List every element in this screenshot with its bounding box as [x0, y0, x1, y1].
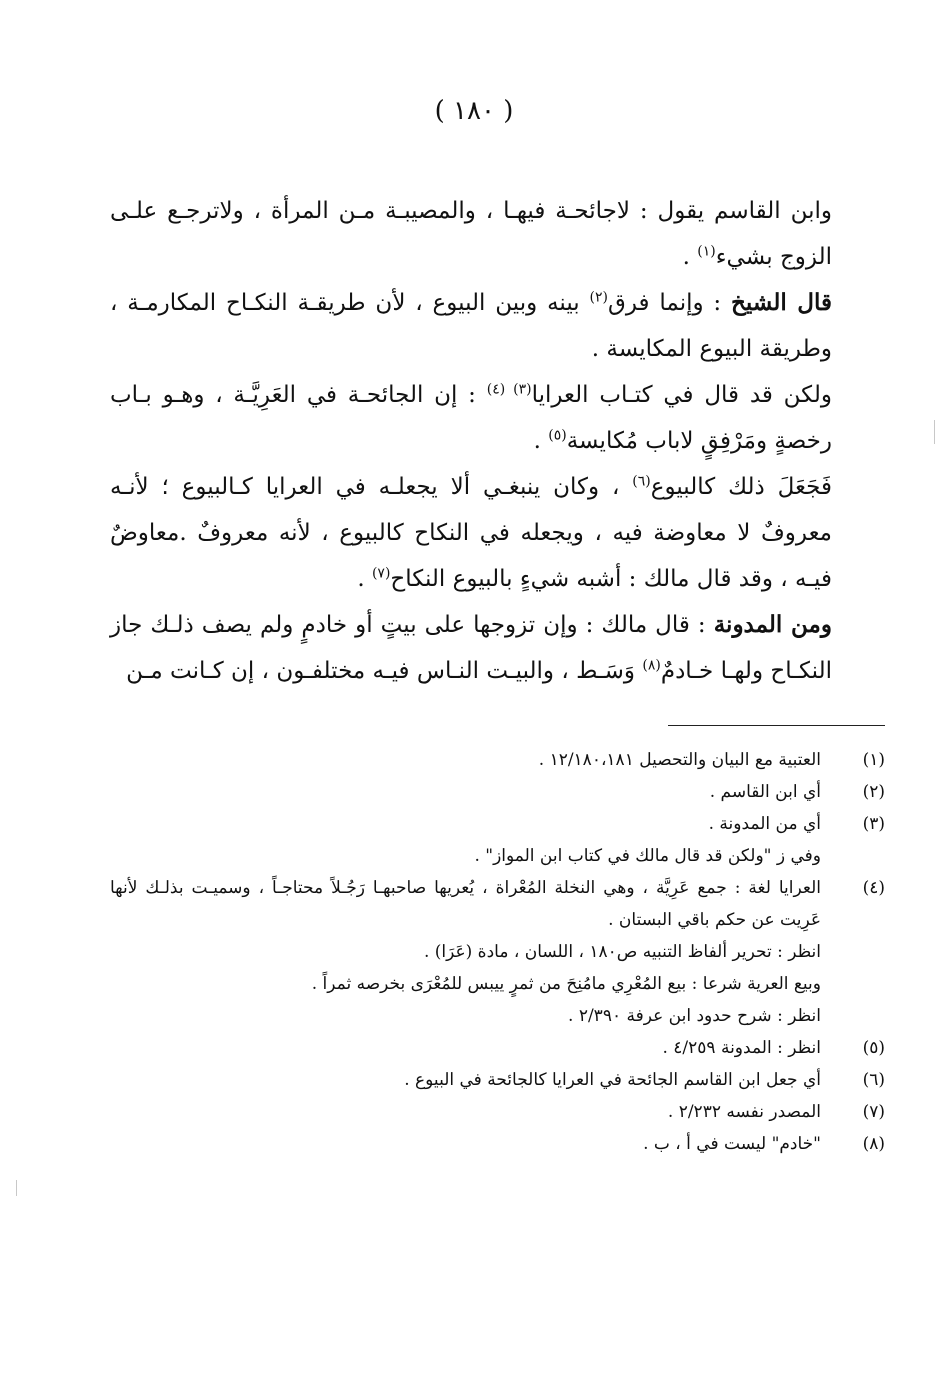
footnote-ref[interactable]: (٥)	[548, 427, 567, 444]
footnote-7	[110, 1096, 885, 1128]
footnote-text: العتبية مع البيان والتحصيل ١٢/١٨٠،١٨١ .	[538, 750, 821, 770]
footnote-ref[interactable]: (٧)	[371, 565, 391, 582]
paragraph-4	[110, 464, 832, 602]
paragraph-text: وَسَـط ، والبيـت النـاس فيـه مختلفـون ، إن كـانت مـن	[126, 658, 643, 684]
footnote-ref[interactable]: (١)	[697, 243, 716, 260]
paragraph-text: ، وكان ينبغـي ألا يجعلـه في العرايا كـالبيوع ؛ لأنـه معروفٌ لا معاوضة فيه ، ويجعله في النكاح كالبيوع ، لأنه معروفٌ .معاوضٌ فيـه ، وقد قال مالك : أشبه شيءٍ بالبيوع النكاح	[110, 474, 832, 592]
footnote-4	[110, 872, 885, 936]
footnote-number: (٢)	[862, 782, 885, 802]
footnote-number: (٥)	[862, 1038, 885, 1058]
footnote-8	[110, 1128, 885, 1160]
footnote-number: (٤)	[862, 878, 885, 898]
scan-artifact	[934, 420, 935, 444]
footnote-5	[110, 1032, 885, 1064]
footnote-number: (٨)	[862, 1134, 885, 1154]
footnotes	[110, 744, 885, 1160]
footnote-number: (٦)	[862, 1070, 885, 1090]
footnote-4-reference	[110, 936, 885, 968]
paragraph-text: .	[682, 244, 698, 270]
footnote-number: (٧)	[862, 1102, 885, 1122]
footnote-number: (١)	[862, 750, 885, 770]
paragraph-1	[110, 188, 832, 280]
paragraph-text: وابن القاسم يقول : لاجائحـة فيهـا ، والمصيبـة مـن المرأة ، ولاترجـع علـى الزوج بشيء	[110, 198, 832, 270]
paragraph-text: : قال مالك : وإن تزوجها على بيتٍ أو خادمٍ ولم يصف ذلـك جاز النكـاح ولهـا خـادمٌ	[110, 612, 832, 684]
paragraph-text: فَجَعَلَ ذلك كالبيوع	[650, 474, 832, 500]
footnote-text: وبيع العرية شرعا : بيع المُعْرِي مامُنِحَ من ثمرٍ ييبس للمُعْرَى بخرصه ثمراً .	[311, 974, 821, 994]
footnote-text: المصدر نفسه ٢/٢٣٢ .	[667, 1102, 821, 1122]
footnote-ref[interactable]: (٦)	[632, 473, 651, 490]
scan-artifact	[16, 1180, 17, 1196]
footnote-number: (٣)	[862, 814, 885, 834]
footnote-text: انظر : المدونة ٤/٢٥٩ .	[662, 1038, 821, 1058]
footnote-text: أي من المدونة .	[708, 814, 821, 834]
footnote-1	[110, 744, 885, 776]
paragraph-text: بينه وبين البيوع ، لأن طريقـة النكـاح المكارمـة ، وطريقة البيوع المكايسة .	[110, 290, 832, 362]
footnote-ref[interactable]: (٨)	[642, 657, 661, 674]
footnote-3-continued	[110, 840, 885, 872]
footnote-text: وفي ز "ولكن قد قال مالك في كتاب ابن المواز" .	[474, 846, 821, 866]
footnote-4-definition	[110, 968, 885, 1000]
footnote-2	[110, 776, 885, 808]
footnote-text: أي ابن القاسم .	[709, 782, 821, 802]
footnote-divider	[668, 725, 885, 726]
footnote-3	[110, 808, 885, 840]
footnote-text: أي جعل ابن القاسم الجائحة في العرايا كالجائحة في البيوع .	[404, 1070, 821, 1090]
paragraph-text: : وإنما فرق	[608, 290, 732, 316]
paragraph-text: : إن الجائحـة في العَرِيَّـة ، وهـو بـاب رخصةٍ ومَرْفِقٍ لاباب مُكايسة	[110, 382, 832, 454]
footnote-text: العرايا لغة : جمع عَرِيَّة ، وهي النخلة المُعْراة ، يُعريها صاحبهـا رَجُـلاً محتاجـاً ، وسميـت بذلـك لأنها عَرِيت عن حكم باقي البستان .	[110, 878, 821, 930]
paragraph-2	[110, 280, 832, 372]
paragraph-lead: قال الشيخ	[731, 289, 832, 316]
paragraph-text: .	[533, 428, 549, 454]
paragraph-5	[110, 602, 832, 694]
main-text	[110, 188, 832, 694]
footnote-text: "خادم" ليست في أ ، ب .	[643, 1134, 821, 1154]
footnote-ref[interactable]: (٢)	[589, 289, 609, 306]
footnote-text: انظر : شرح حدود ابن عرفة ٢/٣٩٠ .	[568, 1006, 821, 1026]
paragraph-lead: ومن المدونة	[713, 611, 832, 638]
footnote-4-reference-2	[110, 1000, 885, 1032]
footnote-text: انظر : تحرير ألفاظ التنبيه ص١٨٠ ، اللسان ، مادة (عَرَا) .	[423, 942, 821, 962]
paragraph-text: ولكن قد قال في كتـاب العرايا	[531, 382, 832, 408]
paragraph-text: .	[357, 566, 372, 592]
paragraph-3	[110, 372, 832, 464]
footnote-ref[interactable]: (٣) (٤)	[486, 381, 532, 398]
page-number: ( ١٨٠ )	[434, 96, 514, 126]
footnote-6	[110, 1064, 885, 1096]
